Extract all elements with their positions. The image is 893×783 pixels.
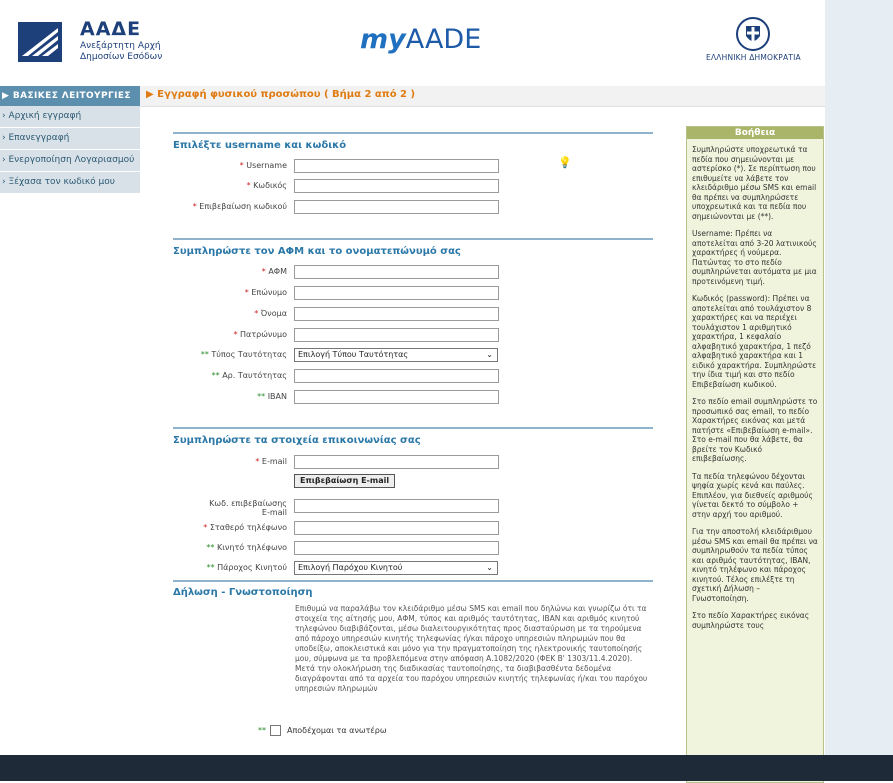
help-paragraph: Συμπληρώστε υποχρεωτικά τα πεδία που σημειώνονται με αστερίσκο (*). Σε περίπτωση που επιθυμείτε να λάβετε τον κλειδάριθμο μέσω SMS και email θα πρέπει να συμπληρώσετε υποχρεωτικά και τα πεδία που σημειώνονται με (**). xyxy=(692,145,817,221)
row-verify-email xyxy=(173,474,653,488)
accept-row: ** Αποδέχομαι τα ανωτέρω xyxy=(258,726,387,735)
verification-code-input[interactable] xyxy=(294,499,499,513)
section-contact xyxy=(173,427,653,579)
sidebar-item-account-activation[interactable]: › Ενεργοποίηση Λογαριασμού xyxy=(0,150,140,172)
id-number-label: ** Αρ. Ταυτότητας xyxy=(211,371,287,380)
accept-label: Αποδέχομαι τα ανωτέρω xyxy=(287,726,387,735)
section-credentials xyxy=(173,132,653,224)
right-background xyxy=(825,0,893,781)
id-number-input[interactable] xyxy=(294,369,499,383)
landline-label: * Σταθερό τηλέφωνο xyxy=(203,523,287,532)
surname-input[interactable] xyxy=(294,286,499,300)
row-password-confirm xyxy=(173,200,653,214)
mobile-input[interactable] xyxy=(294,541,499,555)
row-provider xyxy=(173,561,653,575)
row-name xyxy=(173,307,653,321)
help-paragraph: Στο πεδίο email συμπληρώστε το προσωπικό σας email, το πεδίο Χαρακτήρες εικόνας και μετά πατήστε «Επιβεβαίωση e-mail». Στο e-mail που θα λάβετε, θα βρείτε τον Κωδικό επιβεβαίωσης. xyxy=(692,397,818,463)
help-body xyxy=(687,139,823,630)
myaade-logo-rest: AADE xyxy=(405,24,482,55)
row-email xyxy=(173,455,653,469)
row-landline xyxy=(173,521,653,535)
sidebar-item-initial-registration[interactable]: › Αρχική εγγραφή xyxy=(0,106,140,128)
provider-select[interactable]: Επιλογή Παρόχου Κινητού ⌄ xyxy=(294,561,498,575)
section-credentials-title: Επιλέξτε username και κωδικό xyxy=(173,140,347,151)
verification-code-label: Κωδ. επιβεβαίωσης E-mail xyxy=(209,499,287,517)
row-afm xyxy=(173,265,653,279)
sidebar xyxy=(0,86,140,194)
name-label: * Όνομα xyxy=(254,309,287,318)
name-input[interactable] xyxy=(294,307,499,321)
section-divider xyxy=(173,580,653,582)
row-verification-code xyxy=(173,497,653,519)
help-paragraph: Στο πεδίο Χαρακτήρες εικόνας συμπληρώστε τους xyxy=(692,611,810,630)
verify-email-button[interactable]: Επιβεβαίωση E-mail xyxy=(294,474,395,488)
email-input[interactable] xyxy=(294,455,499,469)
aade-title: ΑΑΔΕ xyxy=(80,18,142,40)
password-label: * Κωδικός xyxy=(246,181,287,190)
help-title: Βοήθεια xyxy=(687,127,823,139)
password-confirm-input[interactable] xyxy=(294,200,499,214)
section-divider xyxy=(173,427,653,429)
sidebar-item-re-registration[interactable]: › Επανεγγραφή xyxy=(0,128,140,150)
help-paragraph: Κωδικός (password): Πρέπει να αποτελείται από τουλάχιστον 8 χαρακτήρες και να περιέχει τουλάχιστον 1 αριθμητικό χαρακτήρα, 1 κεφαλαίο αλφαβητικό χαρακτήρα, 1 πεζό αλφαβητικό χαρακτήρα και 1 ειδικό χαρακτήρα. Συμπληρώστε την ίδια τιμή και στο πεδίο Επιβεβαίωση κωδικού. xyxy=(692,294,817,389)
help-paragraph: Τα πεδία τηλεφώνου δέχονται ψηφία χωρίς κενά και παύλες. Επιπλέον, για διεθνείς αριθμούς γίνεται δεκτό το σύμβολο + στην αρχή του αριθμού. xyxy=(692,471,813,519)
page-title: ▶ Εγγραφή φυσικού προσώπου ( Βήμα 2 από 2 ) xyxy=(146,89,416,100)
id-type-select[interactable]: Επιλογή Τύπου Ταυτότητας ⌄ xyxy=(294,348,498,362)
chevron-down-icon: ⌄ xyxy=(486,350,493,359)
iban-label: ** IBAN xyxy=(257,392,287,401)
greek-seal-icon xyxy=(735,16,771,52)
section-identity xyxy=(173,238,653,408)
password-input[interactable] xyxy=(294,179,499,193)
row-surname xyxy=(173,286,653,300)
provider-label: ** Πάροχος Κινητού xyxy=(206,563,287,572)
aade-subtitle-line2: Δημοσίων Εσόδων xyxy=(80,52,163,62)
father-name-label: * Πατρώνυμο xyxy=(233,330,287,339)
id-type-label: ** Τύπος Ταυτότητας xyxy=(200,350,287,359)
afm-label: * ΑΦΜ xyxy=(261,267,287,276)
sidebar-item-forgot-password[interactable]: › Ξέχασα τον κωδικό μου xyxy=(0,172,140,194)
accept-checkbox[interactable] xyxy=(270,725,281,736)
mobile-label: ** Κινητό τηλέφωνο xyxy=(206,543,287,552)
father-name-input[interactable] xyxy=(294,328,499,342)
username-label: * Username xyxy=(239,161,287,170)
chevron-down-icon: ⌄ xyxy=(486,563,493,572)
row-father-name xyxy=(173,328,653,342)
section-declaration xyxy=(173,580,653,600)
declaration-text: Επιθυμώ να παραλάβω τον κλειδάριθμο μέσω SMS και email που δηλώνω και γνωρίζω ότι τα στοιχεία της αίτησής μου, ΑΦΜ, τύπος και αριθμός ταυτότητας, IBAN και αριθμός κινητού τηλεφώνου διαβιβάζονται, μέσω διαλειτουργικότητας προς διασταύρωση με τα τηρούμενα από πάροχο υπηρεσιών κινητής τηλεφωνίας ή/και πάροχο υπηρεσιών πληρωμών που θα υποδείξω, αποκλειστικά και μόνο για την πραγματοποίηση της ηλεκτρονικής ταυτοποίησής μου, σύμφωνα με τα προβλεπόμενα στην απόφαση Α.1082/2020 (ΦΕΚ Β' 1303/11.4.2020). Μετά την ολοκλήρωση της διαδικασίας ταυτοποίησης, τα διαβιβασθέντα δεδομένα διαγράφονται από τα αρχεία του παρόχου υπηρεσιών κινητής τηλεφωνίας ή/και του παρόχου υπηρεσιών πληρωμών xyxy=(295,604,648,693)
landline-input[interactable] xyxy=(294,521,499,535)
main-header xyxy=(140,86,825,107)
lightbulb-icon[interactable]: 💡 xyxy=(558,156,572,169)
help-paragraph: Username: Πρέπει να αποτελείται από 3-20 λατινικούς χαρακτήρες ή νούμερα. Πατώντας το στο πεδίο συμπληρώνεται αυτόματα με μια προτεινόμενη τιμή. xyxy=(692,229,817,286)
row-id-type xyxy=(173,348,653,362)
aade-logo-icon xyxy=(18,22,62,62)
section-divider xyxy=(173,238,653,240)
seal-text: ΕΛΛΗΝΙΚΗ ΔΗΜΟΚΡΑΤΙΑ xyxy=(706,53,801,62)
afm-input[interactable] xyxy=(294,265,499,279)
row-password xyxy=(173,179,653,193)
sidebar-heading: ▶ ΒΑΣΙΚΕΣ ΛΕΙΤΟΥΡΓΙΕΣ xyxy=(0,86,140,106)
row-mobile xyxy=(173,541,653,555)
header xyxy=(0,0,825,84)
username-input[interactable] xyxy=(294,159,499,173)
surname-label: * Επώνυμο xyxy=(244,288,287,297)
section-contact-title: Συμπληρώστε τα στοιχεία επικοινωνίας σας xyxy=(173,435,421,446)
taskbar xyxy=(0,755,893,781)
help-paragraph: Για την αποστολή κλειδάριθμου μέσω SMS και email θα πρέπει να συμπληρωθούν τα πεδία τύπος και αριθμός ταυτότητας, IBAN, κινητό τηλέφωνο και πάροχος κινητού. Τέλος επιλέξτε τη σχετική Δήλωση – Γνωστοποίηση. xyxy=(692,527,818,603)
myaade-logo-my: my xyxy=(360,24,406,55)
password-confirm-label: * Επιβεβαίωση κωδικού xyxy=(192,202,287,211)
row-id-number xyxy=(173,369,653,383)
row-username xyxy=(173,159,653,173)
email-label: * E-mail xyxy=(255,457,287,466)
section-declaration-title: Δήλωση - Γνωστοποίηση xyxy=(173,587,313,598)
row-iban xyxy=(173,390,653,404)
help-panel xyxy=(686,126,824,783)
aade-subtitle xyxy=(80,41,162,63)
aade-subtitle-line1: Ανεξάρτητη Αρχή xyxy=(80,41,161,51)
iban-input[interactable] xyxy=(294,390,499,404)
section-identity-title: Συμπληρώστε τον ΑΦΜ και το ονοματεπώνυμό σας xyxy=(173,246,461,257)
myaade-logo[interactable] xyxy=(360,24,481,55)
section-divider xyxy=(173,132,653,134)
